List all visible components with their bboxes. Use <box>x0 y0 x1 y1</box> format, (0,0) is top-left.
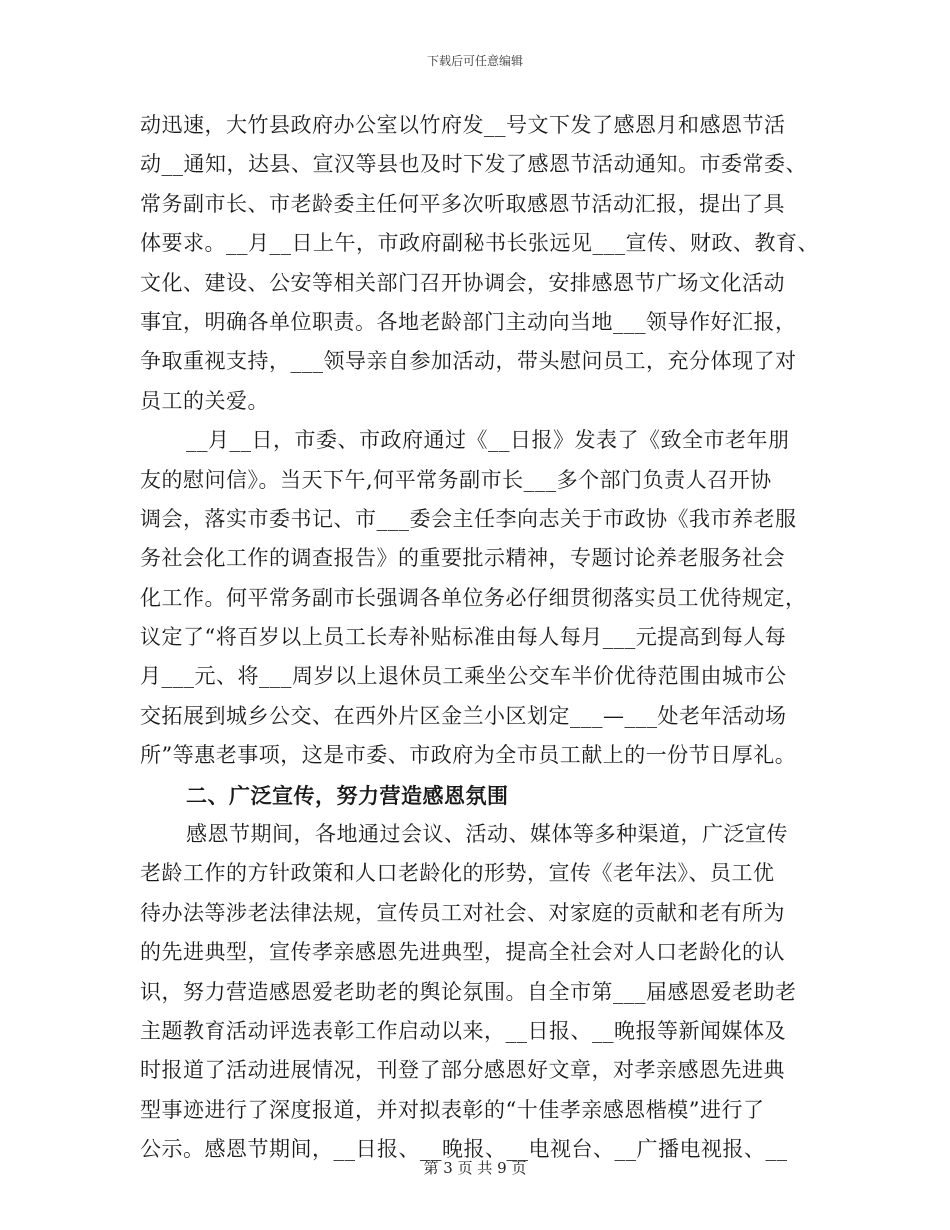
text-line: 文化、建设、公安等相关部门召开协调会，安排感恩节广场文化活动 <box>140 270 785 295</box>
text-line: 交拓展到城乡公交、在西外片区金兰小区划定___—___处老年活动场 <box>140 703 787 728</box>
text-line: 友的慰问信》。当天下午,何平常务副市长___多个部门负责人召开协 <box>140 467 772 492</box>
text-line: 时报道了活动进展情况，刊登了部分感恩好文章，对孝亲感恩先进典 <box>140 1058 785 1083</box>
text-line: 争取重视支持，___领导亲自参加活动，带头慰问员工，充分体现了对 <box>140 349 797 374</box>
text-line: 月___元、将___周岁以上退休员工乘坐公交车半价优待范围由城市公 <box>140 664 787 689</box>
text-line: 动迅速，大竹县政府办公室以竹府发__号文下发了感恩月和感恩节活 <box>140 113 786 137</box>
text-line: 体要求。__月__日上午，市政府副秘书长张远见___宣传、财政、教育、 <box>140 231 819 256</box>
text-line: 主题教育活动评选表彰工作启动以来，__日报、__晚报等新闻媒体及 <box>140 1018 786 1043</box>
text-line: 公示。感恩节期间，__日报、__晚报、__电视台、__广播电视报、__ <box>140 1137 788 1162</box>
text-line: 事宜，明确各单位职责。各地老龄部门主动向当地___领导作好汇报， <box>140 309 797 334</box>
text-line: 所”等惠老事项，这是市委、市政府为全市员工献上的一份节日厚礼。 <box>140 743 797 768</box>
text-line: 议定了“将百岁以上员工长寿补贴标准由每人每月___元提高到每人每 <box>140 625 787 650</box>
page-header: 下载后可任意编辑 <box>426 54 523 68</box>
text-line: 待办法等涉老法律法规，宣传员工对社会、对家庭的贡献和老有所为 <box>140 900 785 925</box>
text-line: 化工作。何平常务副市长强调各单位务必仔细贯彻落实员工优待规定， <box>140 585 807 610</box>
section-heading: 二、广泛宣传，努力营造感恩氛围 <box>186 782 509 808</box>
text-line: 常务副市长、市老龄委主任何平多次听取感恩节活动汇报，提出了具 <box>140 191 785 216</box>
text-line: 型事迹进行了深度报道，并对拟表彰的“十佳孝亲感恩楷模”进行了 <box>140 1097 765 1122</box>
text-line: __月__日，市委、市政府通过《__日报》发表了《致全市老年朋 <box>186 428 790 453</box>
page-footer: 第 3 页 共 9 页 <box>423 1159 527 1177</box>
text-line: 调会，落实市委书记、市___委会主任李向志关于市政协《我市养老服 <box>140 506 797 531</box>
text-line: 识，努力营造感恩爱老助老的舆论氛围。自全市第___届感恩爱老助老 <box>140 979 797 1004</box>
document-body <box>140 106 820 1170</box>
text-line: 老龄工作的方针政策和人口老龄化的形势，宣传《老年法》、员工优 <box>140 861 775 886</box>
text-line: 务社会化工作的调查报告》的重要批示精神，专题讨论养老服务社会 <box>140 546 785 571</box>
text-line: 动__通知，达县、宣汉等县也及时下发了感恩节活动通知。市委常委、 <box>140 152 807 177</box>
text-line: 员工的关爱。 <box>140 388 269 413</box>
text-line: 感恩节期间，各地通过会议、活动、媒体等多种渠道，广泛宣传 <box>186 822 788 847</box>
text-line: 的先进典型，宣传孝亲感恩先进典型，提高全社会对人口老龄化的认 <box>140 940 785 965</box>
